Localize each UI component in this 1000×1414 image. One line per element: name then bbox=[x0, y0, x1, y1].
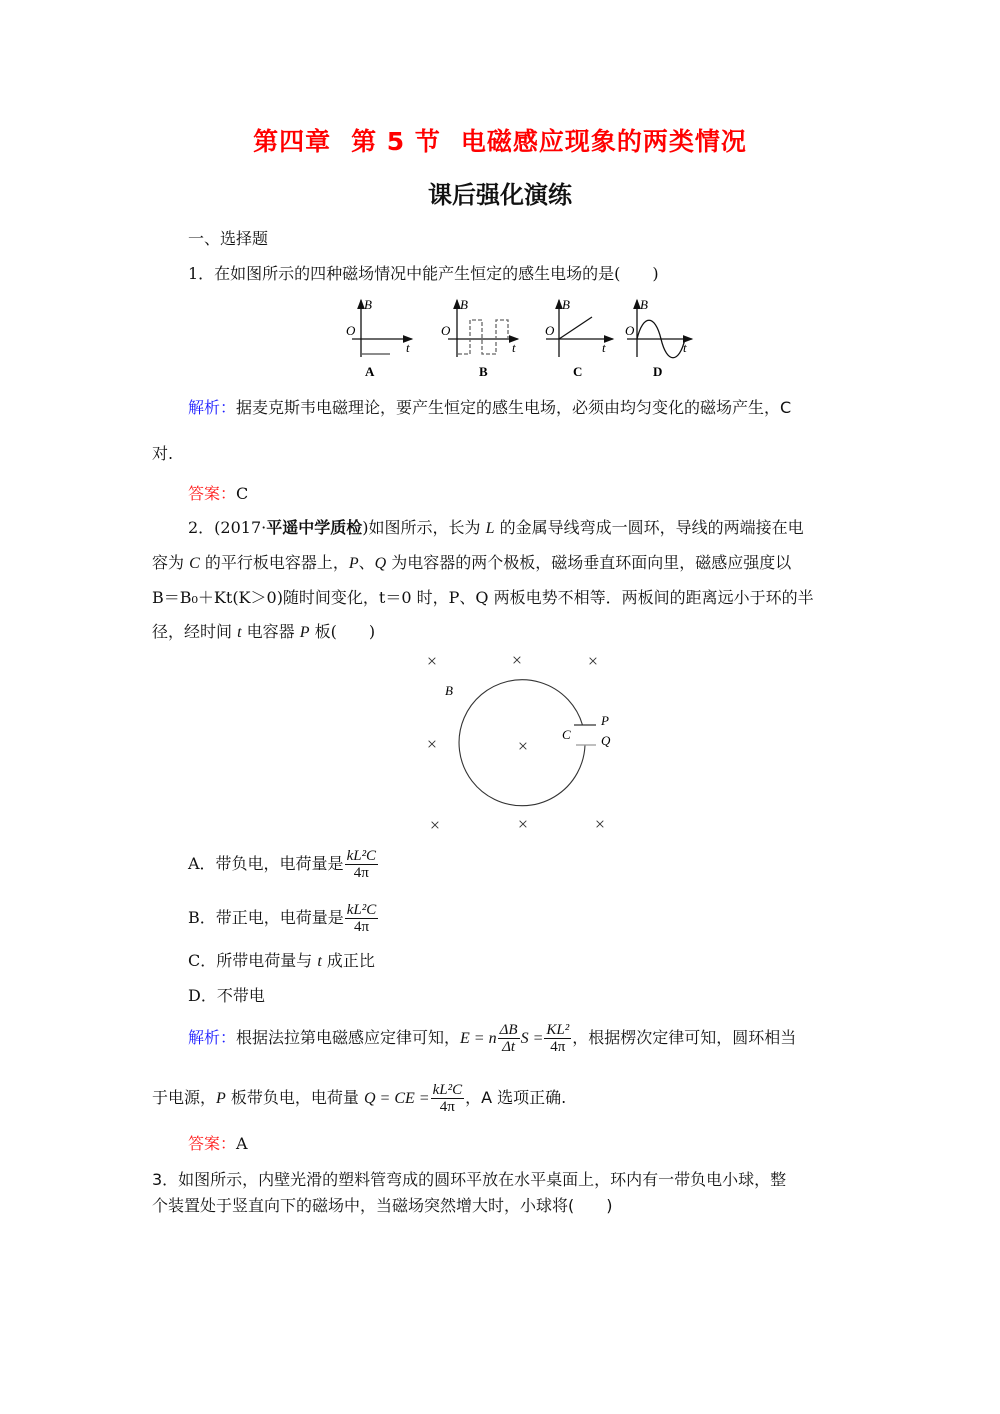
q2-analysis-label: 解析： bbox=[188, 1028, 237, 1047]
eq1-fraction bbox=[498, 1022, 520, 1055]
eq2-fraction bbox=[431, 1082, 465, 1115]
q1-analysis bbox=[188, 398, 791, 418]
q1-analysis-cont: 对. bbox=[152, 444, 174, 463]
q2-text: 容为 bbox=[152, 553, 190, 572]
graph-a-label: A bbox=[365, 364, 375, 379]
graph-d-origin: O bbox=[625, 323, 635, 338]
cross-icon: × bbox=[426, 734, 438, 754]
q2-stem-line2 bbox=[152, 553, 791, 574]
frac-den: Δt bbox=[502, 1039, 516, 1055]
option-b-fraction bbox=[345, 902, 379, 935]
q3-stem-line2: 个装置处于竖直向下的磁场中，当磁场突然增大时，小球将( ) bbox=[152, 1196, 613, 1215]
q2-answer bbox=[188, 1134, 248, 1154]
eq1-e: E = n bbox=[460, 1030, 497, 1047]
graph-c-axis-b: B bbox=[562, 297, 570, 312]
q2-var-c: C bbox=[189, 555, 200, 572]
label-c: C bbox=[562, 727, 571, 742]
q2-var-p: P bbox=[216, 1090, 226, 1107]
cross-icon: × bbox=[587, 651, 599, 671]
section-heading: 一、选择题 bbox=[188, 229, 269, 248]
graph-d-axis-b: B bbox=[640, 297, 648, 312]
label-q: Q bbox=[601, 733, 611, 748]
cross-icon: × bbox=[517, 736, 529, 756]
graph-a-axis-b: B bbox=[364, 297, 372, 312]
q2-text: 、 bbox=[358, 553, 375, 572]
q2-analysis-text: ，根据楞次定律可知，圆环相当 bbox=[572, 1028, 797, 1047]
q2-text: 的平行板电容器上， bbox=[199, 553, 349, 572]
chapter-label: 第四章 bbox=[253, 127, 332, 156]
eq1-result bbox=[544, 1022, 571, 1055]
q2-option-c[interactable] bbox=[188, 951, 375, 972]
cross-icon: × bbox=[426, 651, 438, 671]
q2-text: 的金属导线弯成一圆环，导线的两端接在电 bbox=[494, 518, 804, 537]
q2-var-l: L bbox=[485, 520, 495, 537]
q2-answer-label: 答案： bbox=[188, 1134, 237, 1153]
frac-den: 4π bbox=[550, 1039, 566, 1055]
q2-analysis-text: 板带负电，电荷量 bbox=[225, 1088, 364, 1107]
q2-answer-value: A bbox=[236, 1134, 248, 1153]
eq1-s: S = bbox=[520, 1030, 544, 1047]
q1-answer-value: C bbox=[236, 484, 249, 503]
q2-analysis-line1 bbox=[188, 1022, 796, 1055]
q2-figure bbox=[400, 640, 640, 840]
topic-label: 电磁感应现象的两类情况 bbox=[460, 127, 747, 156]
section-label: 第 5 节 bbox=[351, 127, 441, 156]
q1-analysis-label: 解析： bbox=[188, 398, 237, 417]
frac-num: ΔB bbox=[499, 1022, 518, 1038]
cross-icon: × bbox=[517, 814, 529, 834]
q1-answer-label: 答案： bbox=[188, 484, 237, 503]
eq2: Q = CE = bbox=[363, 1090, 430, 1107]
q2-stem-line3: B＝B₀＋Kt(K＞0)随时间变化，t＝0 时，P、Q 两板电势不相等．两板间的距离远小于环的半 bbox=[152, 588, 814, 607]
cross-icon: × bbox=[511, 650, 523, 670]
option-c-var: t bbox=[317, 953, 322, 970]
cross-icon: × bbox=[594, 814, 606, 834]
graph-c-axis-t: t bbox=[602, 340, 606, 355]
label-b: B bbox=[445, 683, 453, 698]
page-subtitle: 课后强化演练 bbox=[428, 181, 572, 209]
q2-text: )如图所示，长为 bbox=[362, 518, 486, 537]
graph-d bbox=[625, 297, 692, 379]
frac-den: 4π bbox=[353, 865, 369, 881]
q2-analysis-line2 bbox=[152, 1082, 566, 1115]
graph-c-origin: O bbox=[545, 323, 555, 338]
graph-a-origin: O bbox=[346, 323, 356, 338]
option-c-text: 成正比 bbox=[321, 951, 375, 970]
q2-text: 径，经时间 bbox=[152, 622, 238, 641]
graph-b bbox=[441, 297, 518, 379]
q1-figures bbox=[330, 292, 710, 382]
q2-option-d[interactable]: D．不带电 bbox=[188, 986, 265, 1005]
frac-num: kL²C bbox=[346, 902, 377, 918]
frac-den: 4π bbox=[439, 1099, 455, 1115]
option-a-text: A．带负电，电荷量是 bbox=[188, 854, 344, 873]
graph-b-origin: O bbox=[441, 323, 451, 338]
graph-c bbox=[545, 297, 613, 379]
chapter-title bbox=[0, 122, 1000, 158]
graph-c-label: C bbox=[573, 364, 583, 379]
graph-a bbox=[346, 297, 412, 379]
q2-var-t: t bbox=[237, 624, 242, 641]
q2-text: 为电容器的两个极板，磁场垂直环面向里，磁感应强度以 bbox=[386, 553, 792, 572]
graph-d-axis-t: t bbox=[683, 340, 687, 355]
q2-var-q: Q bbox=[374, 555, 387, 572]
q2-var-p: P bbox=[299, 624, 310, 641]
frac-num: KL² bbox=[546, 1022, 570, 1038]
q1-analysis-text: 据麦克斯韦电磁理论，要产生恒定的感生电场，必须由均匀变化的磁场产生，C bbox=[236, 398, 792, 417]
q2-option-b[interactable] bbox=[188, 902, 379, 935]
graph-a-axis-t: t bbox=[406, 340, 410, 355]
q1-stem: 1．在如图所示的四种磁场情况中能产生恒定的感生电场的是( ) bbox=[188, 264, 659, 283]
graph-b-axis-b: B bbox=[460, 297, 468, 312]
option-b-text: B．带正电，电荷量是 bbox=[188, 908, 344, 927]
graph-d-label: D bbox=[653, 364, 663, 379]
q2-analysis-text: 根据法拉第电磁感应定律可知， bbox=[236, 1028, 461, 1047]
option-c-text: C．所带电荷量与 bbox=[188, 951, 318, 970]
q2-analysis-text: 于电源， bbox=[152, 1088, 217, 1107]
q2-source: 平遥中学质检 bbox=[266, 518, 363, 537]
graph-b-label: B bbox=[479, 364, 488, 379]
option-a-fraction bbox=[345, 848, 379, 881]
q2-var-p: P bbox=[348, 555, 359, 572]
graph-b-axis-t: t bbox=[512, 340, 516, 355]
q2-analysis-text: ，A 选项正确. bbox=[465, 1088, 567, 1107]
q2-stem-line1 bbox=[188, 518, 804, 539]
q2-number: 2．(2017· bbox=[188, 518, 267, 537]
label-p: P bbox=[601, 713, 609, 728]
frac-num: kL²C bbox=[432, 1082, 463, 1098]
cross-icon: × bbox=[429, 815, 441, 835]
q2-stem-line4 bbox=[152, 622, 375, 643]
q1-answer bbox=[188, 484, 248, 504]
frac-num: kL²C bbox=[346, 848, 377, 864]
frac-den: 4π bbox=[353, 919, 370, 935]
q2-text: 板( ) bbox=[309, 622, 376, 641]
q2-text: 电容器 bbox=[241, 622, 300, 641]
q2-option-a[interactable] bbox=[188, 848, 379, 881]
q3-stem-line1: 3．如图所示，内壁光滑的塑料管弯成的圆环平放在水平桌面上，环内有一带负电小球，整 bbox=[152, 1170, 787, 1189]
